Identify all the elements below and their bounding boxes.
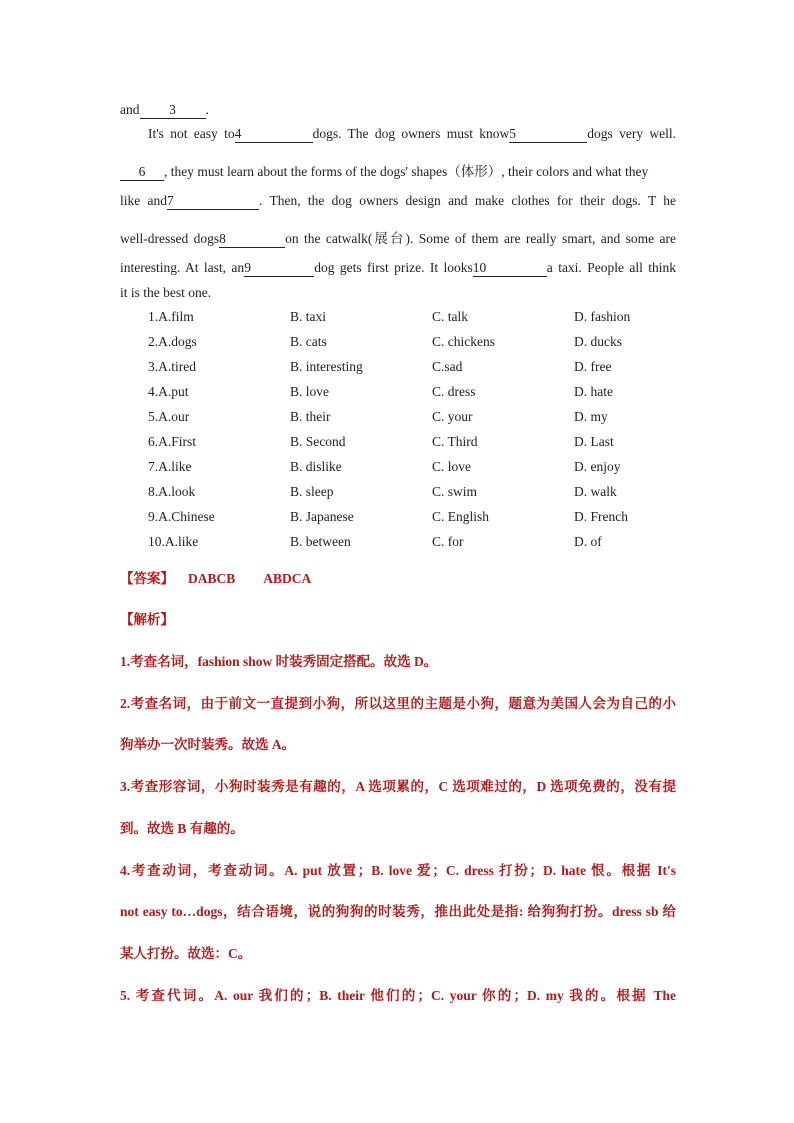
answer-key-1: DABCB [188, 571, 236, 586]
option-row [148, 309, 688, 327]
option-choice: D. French [574, 509, 628, 524]
option-choice: 8.A.look [148, 484, 196, 499]
option-choice: 6.A.First [148, 434, 197, 449]
option-choice: C. love [432, 459, 471, 474]
option-choice: D. free [574, 359, 612, 374]
explanation-line: 4.考查动词，考查动词。A. put 放置；B. love 爱；C. dress 打扮；D. hate 恨。根据 It's [120, 863, 676, 878]
passage-line-2 [120, 126, 676, 143]
option-row [148, 359, 688, 377]
option-choice: B. dislike [290, 459, 342, 474]
option-choice: C.sad [432, 359, 463, 374]
passage-text: well-dressed dogs [120, 231, 220, 246]
blank-3: 3 [140, 103, 206, 119]
explanation-line: 5. 考查代词。A. our 我们的；B. their 他们的；C. your 你的；D. my 我的。根据 The [120, 988, 676, 1003]
answer-label: 【答案】 [120, 571, 174, 586]
option-choice: B. their [290, 409, 331, 424]
option-choice: 7.A.like [148, 459, 192, 474]
explanation-line: not easy to…dogs，结合语境，说的狗狗的时装秀，推出此处是指: 给狗狗打扮。dress sb 给 [120, 904, 676, 919]
option-choice: B. cats [290, 334, 327, 349]
option-choice: D. walk [574, 484, 617, 499]
option-choice: D. hate [574, 384, 613, 399]
passage-text: dogs very well. [587, 126, 677, 141]
option-choice: D. Last [574, 434, 614, 449]
explanation-line: 到。故选 B 有趣的。 [120, 821, 244, 836]
passage-text: interesting. At last, an [120, 260, 245, 275]
passage-text: on the catwalk(展台). Some of them are really smart, and some are [285, 231, 677, 246]
option-choice: B. interesting [290, 359, 363, 374]
option-choice: C. Third [432, 434, 478, 449]
blank-9: 9 [244, 261, 314, 277]
passage-line-5 [120, 227, 676, 248]
option-choice: B. Second [290, 434, 346, 449]
option-row [148, 534, 688, 552]
passage-text: dogs. The dog owners must know [312, 126, 510, 141]
option-row [148, 384, 688, 402]
passage-text: . Then, the dog owners design and make clothes for their dogs. T he [259, 193, 676, 208]
option-row [148, 484, 688, 502]
passage-line-4 [120, 193, 676, 210]
passage-line-7 [120, 285, 676, 301]
option-choice: 3.A.tired [148, 359, 196, 374]
option-row [148, 509, 688, 527]
option-row [148, 409, 688, 427]
option-choice: 5.A.our [148, 409, 190, 424]
passage-line-6 [120, 260, 676, 277]
option-choice: C. dress [432, 384, 476, 399]
option-choice: 2.A.dogs [148, 334, 197, 349]
option-choice: B. Japanese [290, 509, 354, 524]
option-row [148, 434, 688, 452]
passage-line-1 [120, 102, 676, 119]
option-choice: D. of [574, 534, 602, 549]
passage-text: It's not easy to [148, 126, 235, 141]
blank-5: 5 [509, 127, 587, 143]
passage-text: a taxi. People all think [546, 260, 676, 275]
option-choice: C. chickens [432, 334, 495, 349]
passage-text: dog gets first prize. It looks [314, 260, 473, 275]
blank-4: 4 [235, 127, 313, 143]
option-choice: B. between [290, 534, 351, 549]
answer-line [120, 567, 311, 587]
option-choice: C. for [432, 534, 464, 549]
option-choice: 4.A.put [148, 384, 189, 399]
explanation-line: 狗举办一次时装秀。故选 A。 [120, 737, 296, 752]
passage-line-3 [120, 160, 676, 181]
analysis-label: 【解析】 [120, 612, 174, 627]
option-choice: D. fashion [574, 309, 631, 324]
explanation-line: 某人打扮。故选：C。 [120, 946, 252, 961]
option-choice: 1.A.film [148, 309, 194, 324]
option-choice: D. ducks [574, 334, 622, 349]
passage-text: it is the best one. [120, 285, 212, 300]
option-choice: B. love [290, 384, 329, 399]
blank-10: 10 [473, 261, 547, 277]
explanation-line: 3.考查形容词，小狗时装秀是有趣的，A 选项累的，C 选项难过的，D 选项免费的，没有提 [120, 779, 676, 794]
passage-text: and [120, 102, 140, 117]
passage-text: . [205, 102, 209, 117]
answer-key-2: ABDCA [263, 571, 312, 586]
option-choice: D. my [574, 409, 608, 424]
option-row [148, 459, 688, 477]
blank-7: 7 [167, 194, 259, 210]
option-choice: 10.A.like [148, 534, 199, 549]
passage-text: , they must learn about the forms of the dogs' shapes（体形）, their colors and what they [164, 164, 649, 179]
blank-6: 6 [120, 165, 164, 181]
passage-text: like and [120, 193, 168, 208]
option-choice: C. your [432, 409, 473, 424]
option-choice: B. taxi [290, 309, 326, 324]
option-row [148, 334, 688, 352]
explanation-line: 2.考查名词，由于前文一直提到小狗，所以这里的主题是小狗，题意为美国人会为自己的小 [120, 696, 676, 711]
option-choice: B. sleep [290, 484, 334, 499]
blank-8: 8 [219, 232, 285, 248]
option-choice: C. talk [432, 309, 468, 324]
option-choice: 9.A.Chinese [148, 509, 215, 524]
option-choice: D. enjoy [574, 459, 621, 474]
option-choice: C. English [432, 509, 490, 524]
explanation-line: 1.考查名词，fashion show 时装秀固定搭配。故选 D。 [120, 654, 438, 669]
option-choice: C. swim [432, 484, 478, 499]
